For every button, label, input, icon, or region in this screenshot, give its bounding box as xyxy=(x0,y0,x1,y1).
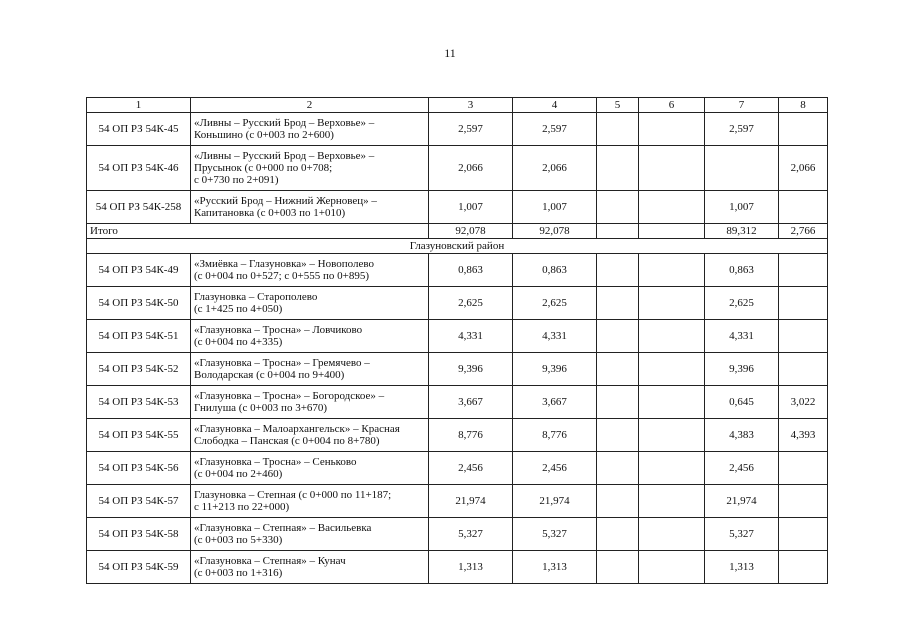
value-cell xyxy=(639,254,705,287)
value-cell: 2,456 xyxy=(513,452,597,485)
value-cell xyxy=(779,113,828,146)
value-cell: 2,625 xyxy=(705,287,779,320)
value-cell xyxy=(779,287,828,320)
road-code: 54 ОП РЗ 54К-55 xyxy=(87,419,191,452)
value-cell: 4,383 xyxy=(705,419,779,452)
table-row xyxy=(87,191,828,224)
header-cell: 5 xyxy=(597,98,639,113)
header-row xyxy=(87,98,828,113)
value-cell xyxy=(597,485,639,518)
road-name: «Глазуновка – Степная» – Кунач (с 0+003 по 1+316) xyxy=(191,551,429,584)
road-code: 54 ОП РЗ 54К-45 xyxy=(87,113,191,146)
value-cell xyxy=(639,191,705,224)
value-cell xyxy=(779,320,828,353)
value-cell: 9,396 xyxy=(513,353,597,386)
total-value: 2,766 xyxy=(779,224,828,239)
value-cell: 21,974 xyxy=(429,485,513,518)
value-cell: 2,625 xyxy=(429,287,513,320)
header-cell: 1 xyxy=(87,98,191,113)
value-cell: 2,597 xyxy=(429,113,513,146)
value-cell xyxy=(779,551,828,584)
road-name: «Глазуновка – Тросна» – Богородское» – Гнилуша (с 0+003 по 3+670) xyxy=(191,386,429,419)
value-cell xyxy=(639,353,705,386)
road-code: 54 ОП РЗ 54К-56 xyxy=(87,452,191,485)
total-value xyxy=(639,224,705,239)
table-row xyxy=(87,452,828,485)
value-cell xyxy=(779,254,828,287)
header-cell: 7 xyxy=(705,98,779,113)
table-row xyxy=(87,419,828,452)
value-cell xyxy=(597,191,639,224)
road-code: 54 ОП РЗ 54К-57 xyxy=(87,485,191,518)
total-value: 89,312 xyxy=(705,224,779,239)
road-name: Глазуновка – Степная (с 0+000 по 11+187; с 11+213 по 22+000) xyxy=(191,485,429,518)
page-number: 11 xyxy=(444,46,456,60)
road-name: «Глазуновка – Тросна» – Сеньково (с 0+004 по 2+460) xyxy=(191,452,429,485)
value-cell xyxy=(597,518,639,551)
value-cell xyxy=(597,287,639,320)
value-cell: 2,456 xyxy=(705,452,779,485)
value-cell: 5,327 xyxy=(429,518,513,551)
value-cell xyxy=(639,518,705,551)
value-cell: 4,393 xyxy=(779,419,828,452)
table-row xyxy=(87,113,828,146)
road-code: 54 ОП РЗ 54К-49 xyxy=(87,254,191,287)
value-cell xyxy=(639,320,705,353)
road-name: «Глазуновка – Малоархангельск» – Красная Слободка – Панская (с 0+004 по 8+780) xyxy=(191,419,429,452)
road-code: 54 ОП РЗ 54К-52 xyxy=(87,353,191,386)
value-cell: 4,331 xyxy=(513,320,597,353)
value-cell xyxy=(597,353,639,386)
road-name: «Глазуновка – Тросна» – Гремячево – Володарская (с 0+004 по 9+400) xyxy=(191,353,429,386)
road-name: «Змиёвка – Глазуновка» – Новополево (с 0+004 по 0+527; с 0+555 по 0+895) xyxy=(191,254,429,287)
table-row xyxy=(87,485,828,518)
value-cell: 2,066 xyxy=(513,146,597,191)
value-cell xyxy=(779,191,828,224)
value-cell: 2,066 xyxy=(429,146,513,191)
value-cell: 4,331 xyxy=(705,320,779,353)
value-cell xyxy=(597,551,639,584)
value-cell xyxy=(779,452,828,485)
value-cell xyxy=(705,146,779,191)
value-cell: 2,066 xyxy=(779,146,828,191)
value-cell: 0,645 xyxy=(705,386,779,419)
value-cell: 9,396 xyxy=(429,353,513,386)
value-cell: 5,327 xyxy=(705,518,779,551)
header-cell: 2 xyxy=(191,98,429,113)
value-cell: 0,863 xyxy=(513,254,597,287)
road-name: «Ливны – Русский Брод – Верховье» – Коньшино (с 0+003 по 2+600) xyxy=(191,113,429,146)
header-cell: 8 xyxy=(779,98,828,113)
road-code: 54 ОП РЗ 54К-50 xyxy=(87,287,191,320)
value-cell xyxy=(597,419,639,452)
value-cell xyxy=(597,452,639,485)
value-cell: 1,313 xyxy=(513,551,597,584)
value-cell: 2,625 xyxy=(513,287,597,320)
table-row xyxy=(87,353,828,386)
table-row xyxy=(87,287,828,320)
total-row xyxy=(87,224,828,239)
table-row xyxy=(87,254,828,287)
road-name: «Глазуновка – Степная» – Васильевка (с 0+003 по 5+330) xyxy=(191,518,429,551)
value-cell: 2,597 xyxy=(513,113,597,146)
total-value: 92,078 xyxy=(429,224,513,239)
road-name: «Русский Брод – Нижний Жерновец» – Капитановка (с 0+003 по 1+010) xyxy=(191,191,429,224)
road-name: «Глазуновка – Тросна» – Ловчиково (с 0+004 по 4+335) xyxy=(191,320,429,353)
value-cell: 3,022 xyxy=(779,386,828,419)
value-cell xyxy=(597,146,639,191)
road-code: 54 ОП РЗ 54К-58 xyxy=(87,518,191,551)
value-cell xyxy=(597,254,639,287)
table-row xyxy=(87,386,828,419)
value-cell: 1,313 xyxy=(429,551,513,584)
value-cell: 21,974 xyxy=(705,485,779,518)
value-cell xyxy=(779,518,828,551)
table-row xyxy=(87,551,828,584)
value-cell: 3,667 xyxy=(429,386,513,419)
roads-table xyxy=(86,97,828,584)
table-row xyxy=(87,146,828,191)
value-cell xyxy=(779,353,828,386)
value-cell: 0,863 xyxy=(429,254,513,287)
total-value: 92,078 xyxy=(513,224,597,239)
value-cell: 1,007 xyxy=(429,191,513,224)
table-row xyxy=(87,320,828,353)
value-cell xyxy=(639,386,705,419)
road-code: 54 ОП РЗ 54К-59 xyxy=(87,551,191,584)
road-code: 54 ОП РЗ 54К-258 xyxy=(87,191,191,224)
total-value xyxy=(597,224,639,239)
value-cell xyxy=(597,320,639,353)
value-cell xyxy=(597,113,639,146)
value-cell: 8,776 xyxy=(429,419,513,452)
value-cell: 1,313 xyxy=(705,551,779,584)
header-cell: 4 xyxy=(513,98,597,113)
value-cell xyxy=(639,287,705,320)
total-label: Итого xyxy=(87,224,429,239)
road-code: 54 ОП РЗ 54К-46 xyxy=(87,146,191,191)
value-cell: 4,331 xyxy=(429,320,513,353)
district-row xyxy=(87,239,828,254)
value-cell xyxy=(639,551,705,584)
road-name: «Ливны – Русский Брод – Верховье» – Прусынок (с 0+000 по 0+708; с 0+730 по 2+091) xyxy=(191,146,429,191)
road-code: 54 ОП РЗ 54К-51 xyxy=(87,320,191,353)
table-row xyxy=(87,518,828,551)
value-cell xyxy=(639,113,705,146)
value-cell xyxy=(779,485,828,518)
header-cell: 3 xyxy=(429,98,513,113)
value-cell: 2,456 xyxy=(429,452,513,485)
road-name: Глазуновка – Старополево (с 1+425 по 4+050) xyxy=(191,287,429,320)
value-cell: 5,327 xyxy=(513,518,597,551)
value-cell: 2,597 xyxy=(705,113,779,146)
header-cell: 6 xyxy=(639,98,705,113)
value-cell: 1,007 xyxy=(513,191,597,224)
value-cell xyxy=(597,386,639,419)
value-cell xyxy=(639,419,705,452)
value-cell xyxy=(639,452,705,485)
road-code: 54 ОП РЗ 54К-53 xyxy=(87,386,191,419)
value-cell: 21,974 xyxy=(513,485,597,518)
value-cell: 3,667 xyxy=(513,386,597,419)
value-cell: 1,007 xyxy=(705,191,779,224)
value-cell: 8,776 xyxy=(513,419,597,452)
district-heading: Глазуновский район xyxy=(87,239,828,254)
value-cell: 0,863 xyxy=(705,254,779,287)
value-cell xyxy=(639,146,705,191)
value-cell: 9,396 xyxy=(705,353,779,386)
value-cell xyxy=(639,485,705,518)
